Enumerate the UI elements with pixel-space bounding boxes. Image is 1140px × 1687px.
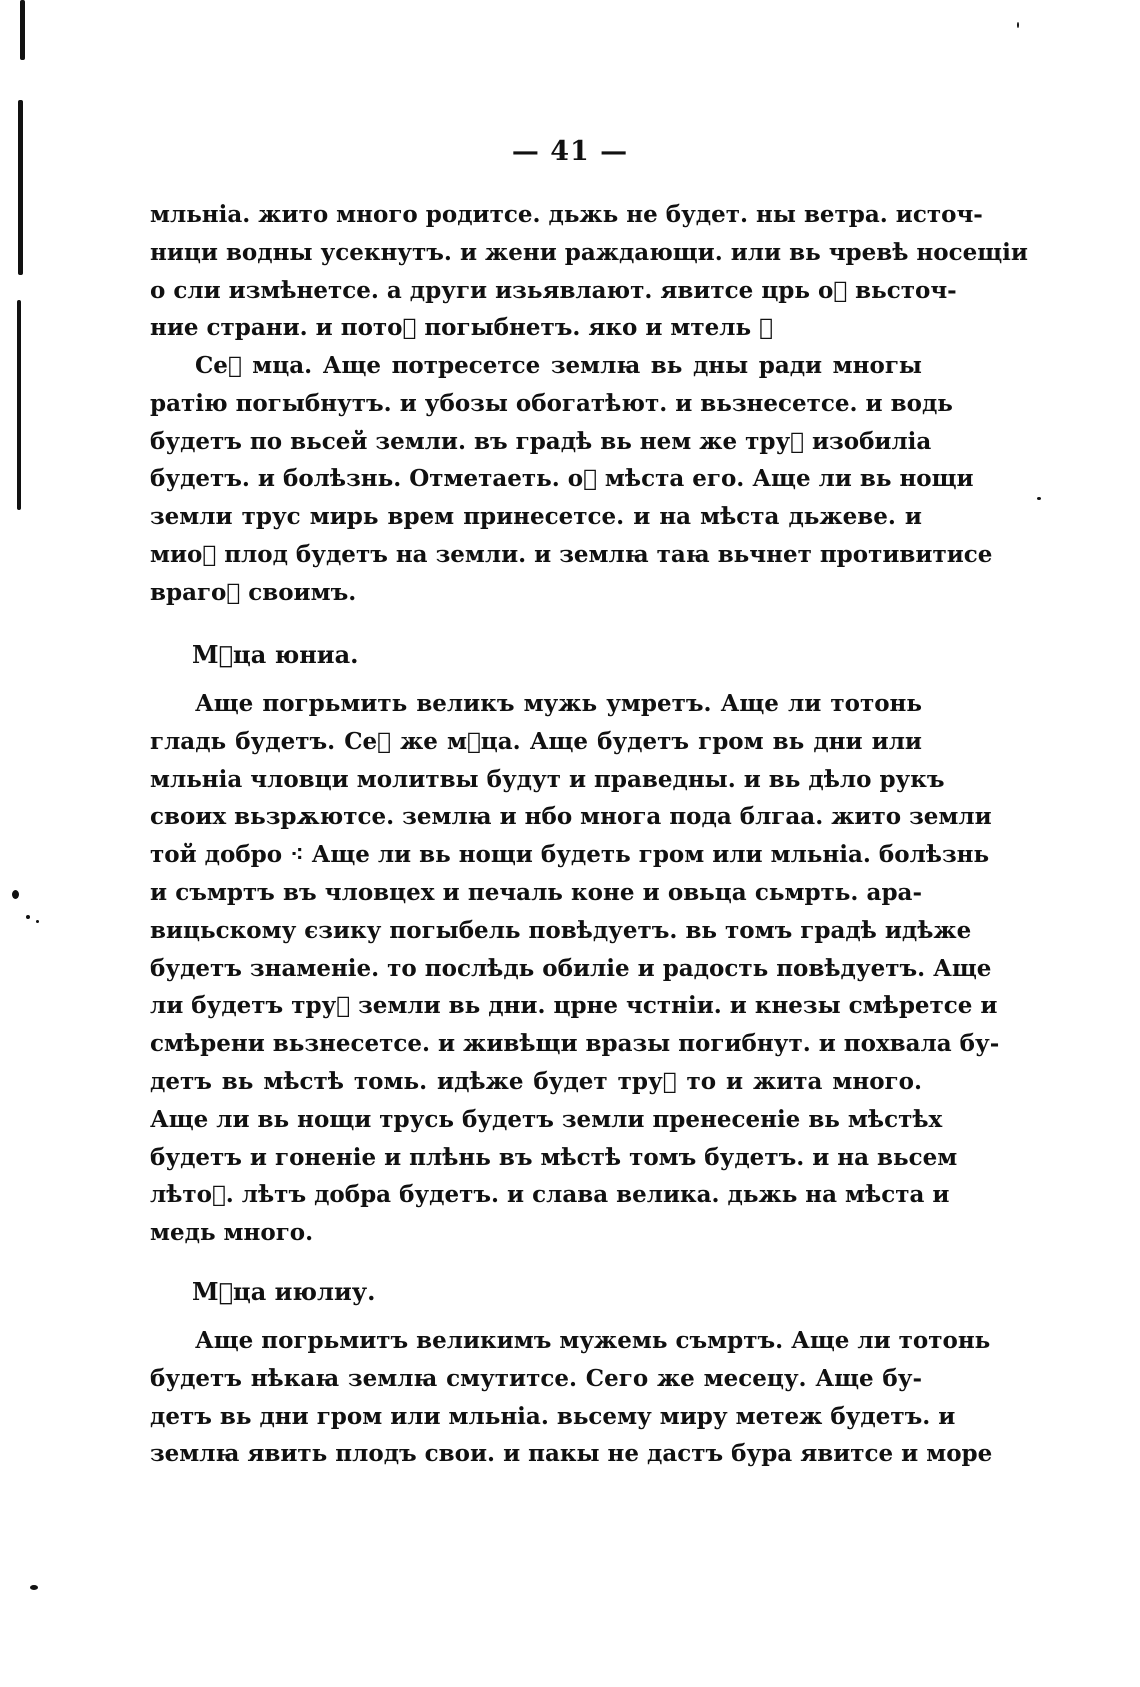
text-line: гладь будетъ. Сеⷢ же мⷭца. Аще будетъ гром вь дни или — [150, 727, 922, 755]
scan-speck — [30, 1585, 38, 1590]
text-line: лѣтоⷨ. лѣтъ добра будетъ. и слава велика. дьжь на мѣста и — [150, 1181, 950, 1209]
text-line: Аще погрьмитъ великимъ мужемь съмртъ. Аще ли тотонь — [195, 1327, 991, 1354]
text-line: ратію погыбнутъ. и убозы обогатѣют. и вьзнесетсе. и водь — [150, 389, 953, 417]
text-line: детъ вь дни гром или мльніа. вьсему миру метеж будетъ. и — [150, 1402, 956, 1430]
section-heading-july: Мⷭца июлиу. — [192, 1277, 376, 1306]
text-line: своих вьзрѫютсе. землꙗ и нбо многа пода блгаа. жито земли — [150, 803, 992, 831]
text-line: и съмртъ въ чловцех и печаль коне и овьца сьмрть. ара- — [150, 878, 922, 906]
scan-edge-line — [20, 0, 25, 60]
text-line: ли будетъ труⷭ земли вь дни. црне чстніи. и кнезы смѣретсе и — [150, 992, 998, 1020]
text-line: ние страни. и потоⷨ погыбнетъ. яко и мтель ⁖ — [150, 314, 773, 342]
text-line: миоⷢ плод будетъ на земли. и землꙗ таꙗ вьчнет противитисе — [150, 540, 993, 568]
text-line: Аще ли вь нощи трусь будетъ земли пренесеніе вь мѣстѣх — [150, 1105, 943, 1133]
text-line: врагоⷨ своимъ. — [150, 578, 357, 606]
june-paragraph — [150, 685, 1000, 1252]
scan-speck — [1017, 22, 1019, 28]
page-number: — 41 — — [511, 136, 629, 167]
intro-paragraph — [150, 196, 1028, 347]
sep-paragraph — [150, 347, 993, 612]
scan-speck — [1037, 497, 1041, 500]
scan-edge-line — [18, 100, 23, 275]
text-line: той добро ⁖ Аще ли вь нощи будеть гром или мльніа. болѣзнь — [150, 841, 990, 869]
text-line: о сли измѣнетсе. а други изьявлают. явитсе црь оⷮ вьсточ- — [150, 276, 957, 304]
text-line: медь много. — [150, 1219, 314, 1247]
text-line: вицьскому єзику погыбель повѣдуетъ. вь томъ градѣ идѣже — [150, 916, 972, 944]
text-line: будетъ и гоненіе и плѣнь въ мѣстѣ томъ будетъ. и на вьсем — [150, 1143, 958, 1171]
scan-speck — [36, 920, 39, 923]
text-line: будетъ по вьсей земли. въ градѣ вь нем же труⷭ изобиліа — [150, 427, 932, 455]
text-line: землꙗ явить плодъ свои. и пакы не дастъ бура явитсе и море — [150, 1440, 993, 1468]
text-line: земли трус мирь врем принесетсе. и на мѣста дьжеве. и — [150, 503, 922, 531]
text-line: Сеⷢ мца. Аще потресетсе землꙗ вь дны ради многы — [195, 352, 922, 379]
text-line: смѣрени вьзнесетсе. и живѣщи вразы погибнут. и похвала бу- — [150, 1030, 1000, 1058]
text-line: мльніа чловци молитвы будут и праведны. и вь дѣло рукъ — [150, 765, 945, 793]
text-line: будетъ. и болѣзнь. Отметаеть. оⷮ мѣста его. Аще ли вь нощи — [150, 465, 974, 493]
text-line: детъ вь мѣстѣ томь. идѣже будет труⷭ то и жита много. — [150, 1067, 922, 1095]
july-paragraph — [150, 1322, 993, 1473]
scan-speck — [26, 915, 30, 919]
text-line: ници водны усекнутъ. и жени раждающи. или вь чревѣ носещіи — [150, 238, 1028, 266]
section-heading-june: Мⷭца юниа. — [192, 640, 359, 669]
text-line: мльніа. жито много родитсе. дьжь не будет. ны ветра. источ- — [150, 201, 983, 228]
text-line: будетъ знаменіе. то послѣдь обиліе и радость повѣдуетъ. Аще — [150, 954, 992, 982]
scan-speck — [12, 890, 19, 899]
text-line: Аще погрьмить великъ мужь умретъ. Аще ли тотонь — [195, 690, 922, 717]
scan-edge-line — [17, 300, 21, 510]
text-line: будетъ нѣкаꙗ землꙗ смутитсе. Сего же месецу. Аще бу- — [150, 1364, 922, 1392]
